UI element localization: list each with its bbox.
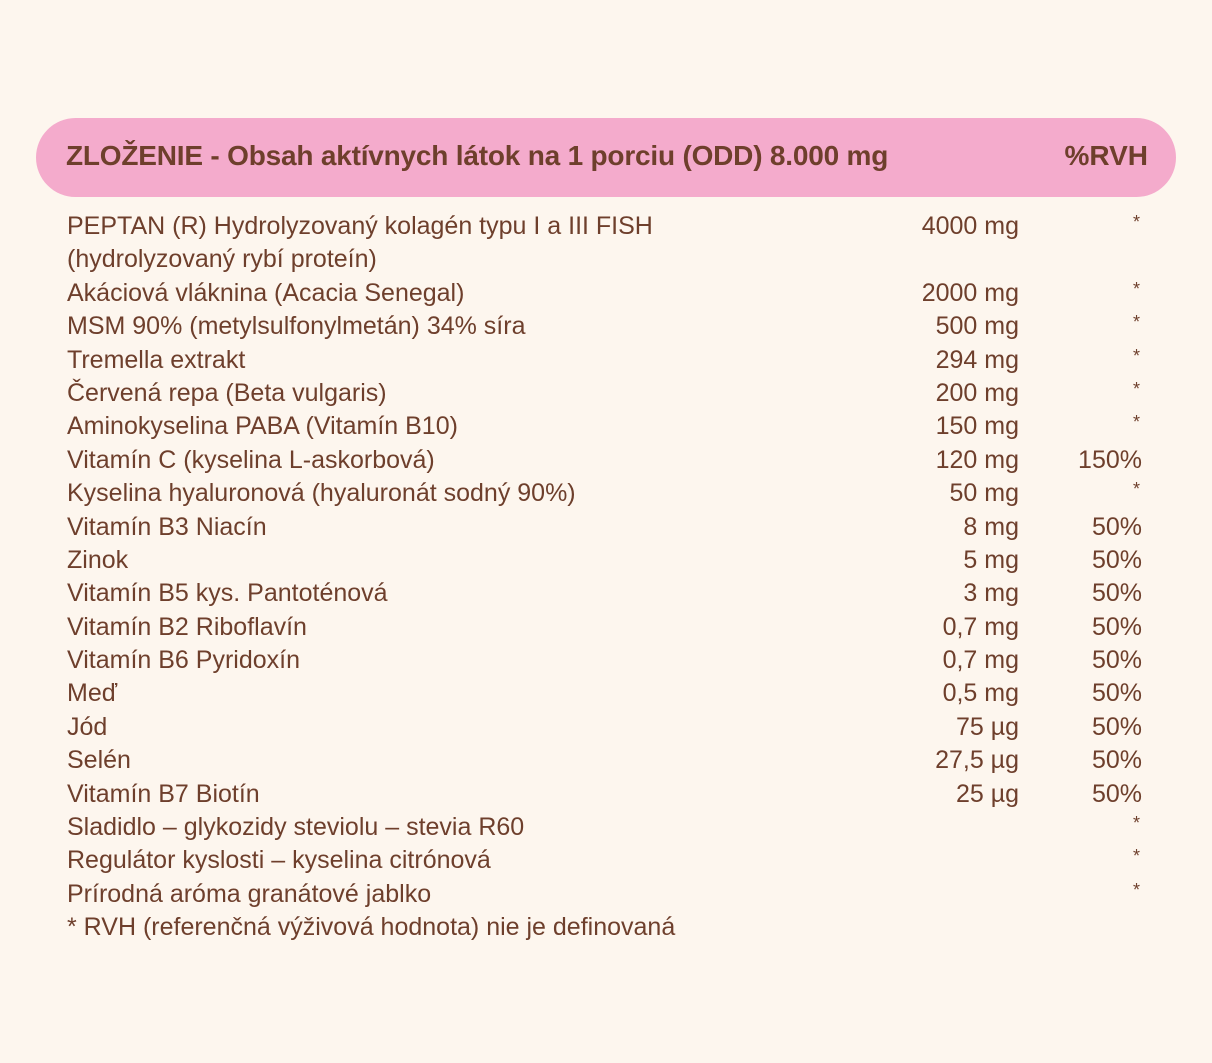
table-row [67, 644, 1147, 677]
ingredient-rvh: * [1132, 813, 1140, 834]
ingredient-name: Vitamín B6 Pyridoxín [67, 646, 300, 675]
ingredient-name: MSM 90% (metylsulfonylmetán) 34% síra [67, 312, 526, 341]
ingredient-amount: 50 mg [949, 479, 1019, 508]
ingredient-name: Vitamín B2 Riboflavín [67, 612, 307, 641]
ingredient-name: Zinok [67, 545, 129, 574]
ingredient-name: Červená repa (Beta vulgaris) [67, 378, 387, 407]
ingredient-name: Vitamín B3 Niacín [67, 512, 267, 541]
table-row [67, 344, 1147, 377]
rvh-footnote: * RVH (referenčná výživová hodnota) nie je definovaná [67, 913, 676, 942]
ingredient-name: Akáciová vláknina (Acacia Senegal) [67, 278, 465, 307]
ingredient-rvh: 50% [1091, 746, 1142, 775]
ingredient-amount: 200 mg [935, 378, 1019, 407]
ingredient-rvh: 50% [1091, 779, 1142, 808]
ingredient-amount: 8 mg [963, 512, 1019, 541]
ingredient-name: Sladidlo – glykozidy steviolu – stevia R60 [67, 813, 525, 842]
ingredient-rvh: 50% [1091, 612, 1142, 641]
table-row [67, 577, 1147, 610]
ingredient-rvh: 50% [1091, 545, 1142, 574]
table-row [67, 811, 1147, 844]
table-row [67, 277, 1147, 310]
ingredient-rvh: 50% [1091, 679, 1142, 708]
table-row [67, 410, 1147, 443]
ingredient-amount: 120 mg [935, 445, 1019, 474]
ingredient-name: Selén [67, 746, 131, 775]
ingredient-amount: 150 mg [935, 412, 1019, 441]
ingredient-name: Vitamín B7 Biotín [67, 779, 260, 808]
ingredient-amount: 5 mg [963, 545, 1019, 574]
ingredient-rvh: 50% [1091, 646, 1142, 675]
ingredient-amount: 4000 mg [921, 212, 1019, 240]
ingredient-rvh: 50% [1091, 512, 1142, 541]
ingredient-rvh: * [1132, 212, 1140, 232]
ingredient-rvh: * [1132, 879, 1140, 900]
table-row [67, 544, 1147, 577]
ingredient-name: Meď [67, 679, 118, 708]
ingredient-name: PEPTAN (R) Hydrolyzovaný kolagén typu I a III FISH [67, 212, 653, 240]
composition-title: ZLOŽENIE - Obsah aktívnych látok na 1 porciu (ODD) 8.000 mg [66, 140, 889, 171]
ingredient-amount: 294 mg [935, 345, 1019, 374]
table-row [67, 677, 1147, 710]
ingredient-amount: 25 µg [955, 779, 1019, 808]
table-row [67, 611, 1147, 644]
table-row [67, 878, 1147, 911]
table-row [67, 844, 1147, 877]
ingredient-name: Prírodná aróma granátové jablko [67, 879, 432, 908]
ingredient-rvh: * [1132, 278, 1140, 299]
ingredient-amount: 0,7 mg [942, 612, 1019, 641]
ingredient-rvh: * [1132, 312, 1140, 333]
ingredient-rvh: * [1132, 479, 1140, 500]
ingredient-name: (hydrolyzovaný rybí proteín) [67, 245, 377, 274]
ingredient-amount: 0,5 mg [942, 679, 1019, 708]
table-row [67, 778, 1147, 811]
ingredients-table [67, 210, 1147, 945]
ingredient-amount: 27,5 µg [935, 746, 1019, 775]
table-row [67, 711, 1147, 744]
ingredient-rvh: * [1132, 412, 1140, 433]
ingredient-rvh: * [1132, 846, 1140, 867]
ingredient-amount: 0,7 mg [942, 646, 1019, 675]
ingredient-name: Regulátor kyslosti – kyselina citrónová [67, 846, 491, 875]
ingredient-amount: 500 mg [935, 312, 1019, 341]
ingredient-name: Vitamín C (kyselina L-askorbová) [67, 445, 435, 474]
ingredient-rvh: 150% [1078, 445, 1142, 474]
ingredient-rvh: * [1132, 345, 1140, 366]
ingredient-amount: 2000 mg [921, 278, 1019, 307]
table-row [67, 477, 1147, 510]
ingredient-name: Jód [67, 712, 108, 741]
table-row [67, 444, 1147, 477]
table-row [67, 310, 1147, 343]
ingredient-rvh: * [1132, 378, 1140, 399]
table-row [67, 210, 1147, 243]
table-row [67, 511, 1147, 544]
ingredient-amount: 3 mg [963, 579, 1019, 608]
rvh-column-header: %RVH [1064, 140, 1148, 171]
table-row [67, 243, 1147, 276]
ingredient-name: Aminokyselina PABA (Vitamín B10) [67, 412, 458, 441]
header-banner [36, 118, 1176, 197]
table-row [67, 377, 1147, 410]
ingredient-amount: 75 µg [955, 712, 1019, 741]
ingredient-name: Kyselina hyaluronová (hyaluronát sodný 90%) [67, 479, 576, 508]
ingredient-rvh: 50% [1091, 712, 1142, 741]
ingredient-name: Vitamín B5 kys. Pantoténová [67, 579, 388, 608]
table-row [67, 744, 1147, 777]
ingredient-rvh: 50% [1091, 579, 1142, 608]
ingredient-name: Tremella extrakt [67, 345, 246, 374]
